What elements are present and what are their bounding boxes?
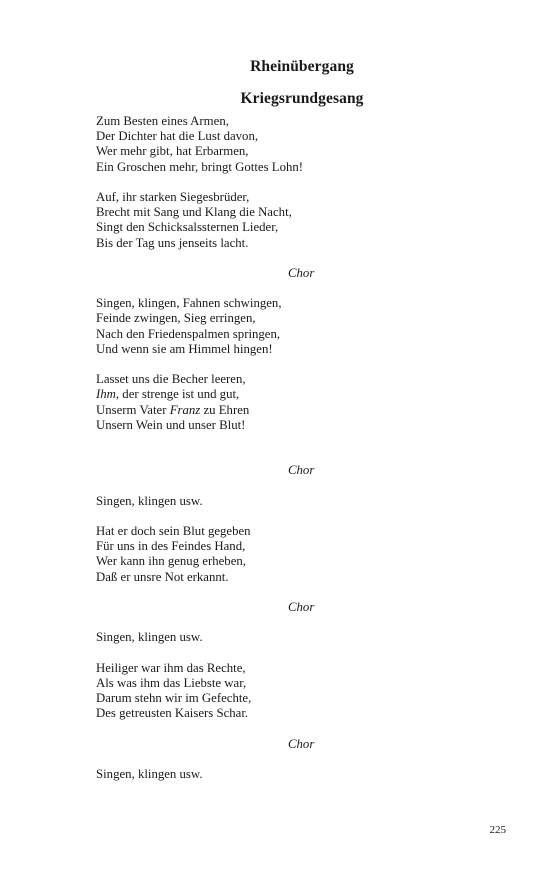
verse-line: Singt den Schicksalssternen Lieder,: [96, 220, 279, 235]
verse-line: Singen, klingen usw.: [96, 630, 203, 645]
verse-line: Der Dichter hat die Lust davon,: [96, 129, 259, 144]
verse-line: Wer mehr gibt, hat Erbarmen,: [96, 144, 249, 159]
verse-line: [96, 387, 516, 402]
emphasis: Franz: [169, 402, 201, 417]
verse-line: Lasset uns die Becher leeren,: [96, 372, 246, 387]
verse-line: Daß er unsre Not erkannt.: [96, 569, 229, 584]
verse-line: Bis der Tag uns jenseits lacht.: [96, 235, 249, 250]
chor-heading: Chor: [288, 600, 315, 614]
poem-subtitle: Kriegsrundgesang: [240, 90, 364, 107]
stanza: [96, 372, 516, 433]
verse-line: Zum Besten eines Armen,: [96, 114, 229, 128]
verse-line: Singen, klingen usw.: [96, 493, 203, 508]
verse-line: [96, 403, 516, 418]
chorus-reference: [96, 494, 516, 509]
stanza: [96, 524, 516, 585]
verse-line: Brecht mit Sang und Klang die Nacht,: [96, 205, 292, 220]
verse-line: Auf, ihr starken Siegesbrüder,: [96, 189, 250, 204]
verse-line: Hat er doch sein Blut gegeben: [96, 524, 251, 539]
verse-line: Singen, klingen, Fahnen schwingen,: [96, 296, 282, 311]
poem-body: [96, 114, 516, 782]
verse-line: Unsern Wein und unser Blut!: [96, 417, 246, 432]
chorus-reference: [96, 767, 516, 782]
verse-line-pre: Unserm Vater: [96, 402, 170, 417]
verse-line: Des getreusten Kaisers Schar.: [96, 706, 249, 721]
verse-line: Feinde zwingen, Sieg erringen,: [96, 311, 256, 326]
poem-title: Rheinübergang: [250, 58, 354, 75]
verse-line: Ein Groschen mehr, bringt Gottes Lohn!: [96, 159, 304, 174]
page-number: 225: [489, 824, 506, 836]
stanza: [96, 114, 516, 175]
chor-heading: Chor: [288, 265, 315, 280]
verse-line: Wer kann ihn genug erheben,: [96, 554, 246, 569]
verse-line: Singen, klingen usw.: [96, 767, 203, 782]
chor-heading: Chor: [288, 463, 315, 478]
emphasis: Ihm,: [96, 387, 120, 402]
verse-line: Darum stehn wir im Gefechte,: [96, 691, 252, 706]
verse-line: Heiliger war ihm das Rechte,: [96, 660, 246, 675]
verse-line-post: zu Ehren: [200, 402, 250, 417]
stanza: [96, 190, 516, 251]
verse-line-rest: der strenge ist und gut,: [119, 387, 240, 402]
verse-line: Und wenn sie am Himmel hingen!: [96, 341, 273, 356]
stanza: [96, 661, 516, 722]
chor-heading: Chor: [288, 736, 315, 751]
verse-line: Nach den Friedenspalmen springen,: [96, 326, 281, 341]
chorus-reference: [96, 630, 516, 645]
verse-line: Für uns in des Feindes Hand,: [96, 539, 246, 554]
chorus-stanza: [96, 296, 516, 357]
verse-line: Als was ihm das Liebste war,: [96, 675, 247, 690]
